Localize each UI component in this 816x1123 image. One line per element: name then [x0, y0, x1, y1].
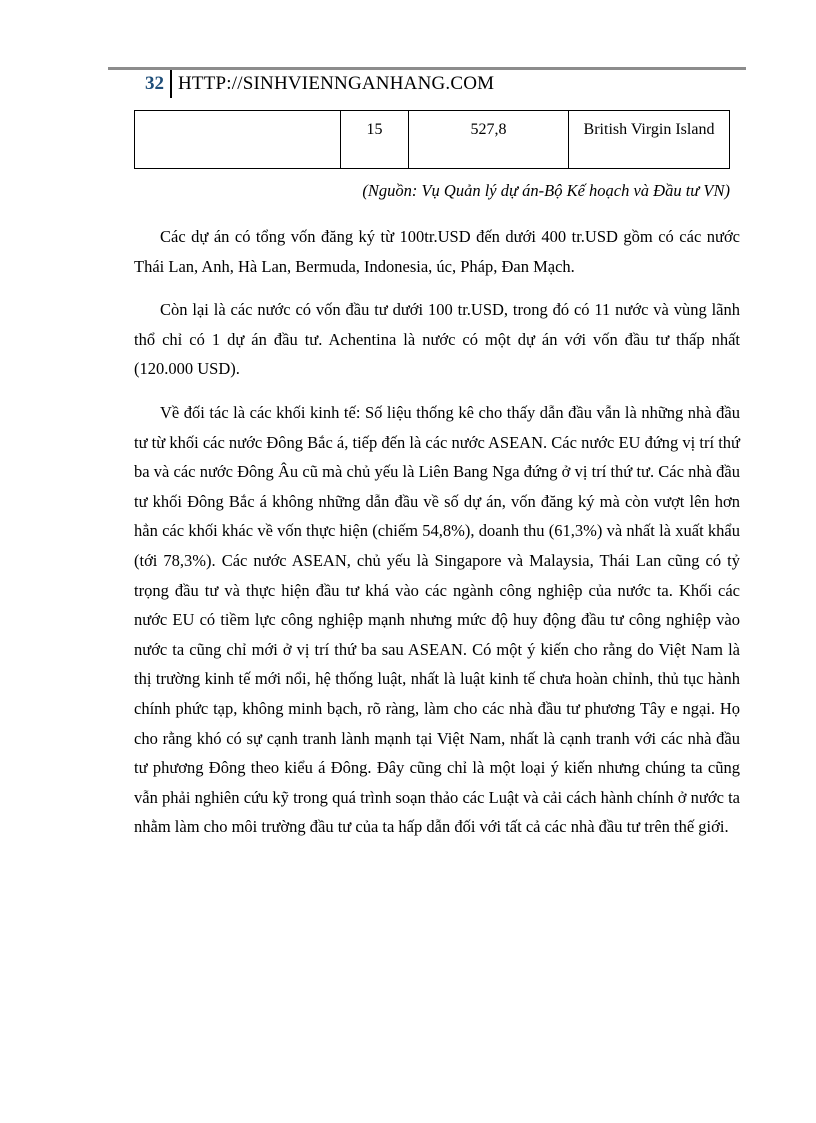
- table-cell-country: [135, 111, 341, 169]
- body-text: [134, 222, 740, 856]
- source-note: (Nguồn: Vụ Quản lý dự án-Bộ Kế hoạch và Đầu tư VN): [362, 181, 730, 200]
- table-cell-projects: 15: [341, 111, 409, 169]
- table-cell-partner: British Virgin Island: [569, 111, 730, 169]
- table-row: [135, 111, 730, 169]
- paragraph-3: Về đối tác là các khối kinh tế: Số liệu thống kê cho thấy dẫn đầu vẫn là những nhà đầu tư từ khối các nước Đông Bắc á, tiếp đến là các nước ASEAN. Các nước EU đứng vị trí thứ ba và các nước Đông Âu cũ mà chủ yếu là Liên Bang Nga đứng ở vị trí thứ tư. Các nhà đầu tư khối Đông Bắc á không những dẫn đầu về số dự án, vốn đăng ký mà còn vượt lên hơn hẳn các khối khác về vốn thực hiện (chiếm 54,8%), doanh thu (61,3%) và nhất là xuất khẩu (tới 78,3%). Các nước ASEAN, chủ yếu là Singapore và Malaysia, Thái Lan cũng có tỷ trọng đầu tư và thực hiện đầu tư khá vào các ngành công nghiệp của nước ta. Khối các nước EU có tiềm lực công nghiệp mạnh nhưng mức độ huy động đầu tư công nghiệp vào nước ta cũng chỉ mới ở vị trí thứ ba sau ASEAN. Có một ý kiến cho rằng do Việt Nam là thị trường kinh tế mới nổi, hệ thống luật, nhất là luật kinh tế chưa hoàn chỉnh, thủ tục hành chính phức tạp, không minh bạch, rõ ràng, làm cho các nhà đầu tư phương Tây e ngại. Họ cho rằng khó có sự cạnh tranh lành mạnh tại Việt Nam, nhất là cạnh tranh với các nhà đầu tư phương Đông theo kiểu á Đông. Đây cũng chỉ là một loại ý kiến nhưng chúng ta cũng vẫn phải nghiên cứu kỹ trong quá trình soạn thảo các Luật và cải cách hành chính ở nước ta nhằm làm cho môi trường đầu tư của ta hấp dẫn đối với tất cả các nhà đầu tư trên thế giới.: [134, 402, 740, 837]
- investment-table: [134, 110, 730, 169]
- page-number: 32: [145, 73, 164, 94]
- site-url: HTTP://SINHVIENNGANHANG.COM: [178, 73, 495, 94]
- table-cell-capital: 527,8: [409, 111, 569, 169]
- paragraph-1: Các dự án có tổng vốn đăng ký từ 100tr.USD đến dưới 400 tr.USD gồm có các nước Thái Lan, Anh, Hà Lan, Bermuda, Indonesia, úc, Pháp, Đan Mạch.: [134, 227, 740, 276]
- page-header: [108, 70, 494, 98]
- header-separator: [170, 70, 172, 98]
- paragraph-2: Còn lại là các nước có vốn đầu tư dưới 100 tr.USD, trong đó có 11 nước và vùng lãnh thổ chỉ có 1 dự án đầu tư. Achentina là nước có một dự án với vốn đầu tư thấp nhất (120.000 USD).: [134, 300, 740, 379]
